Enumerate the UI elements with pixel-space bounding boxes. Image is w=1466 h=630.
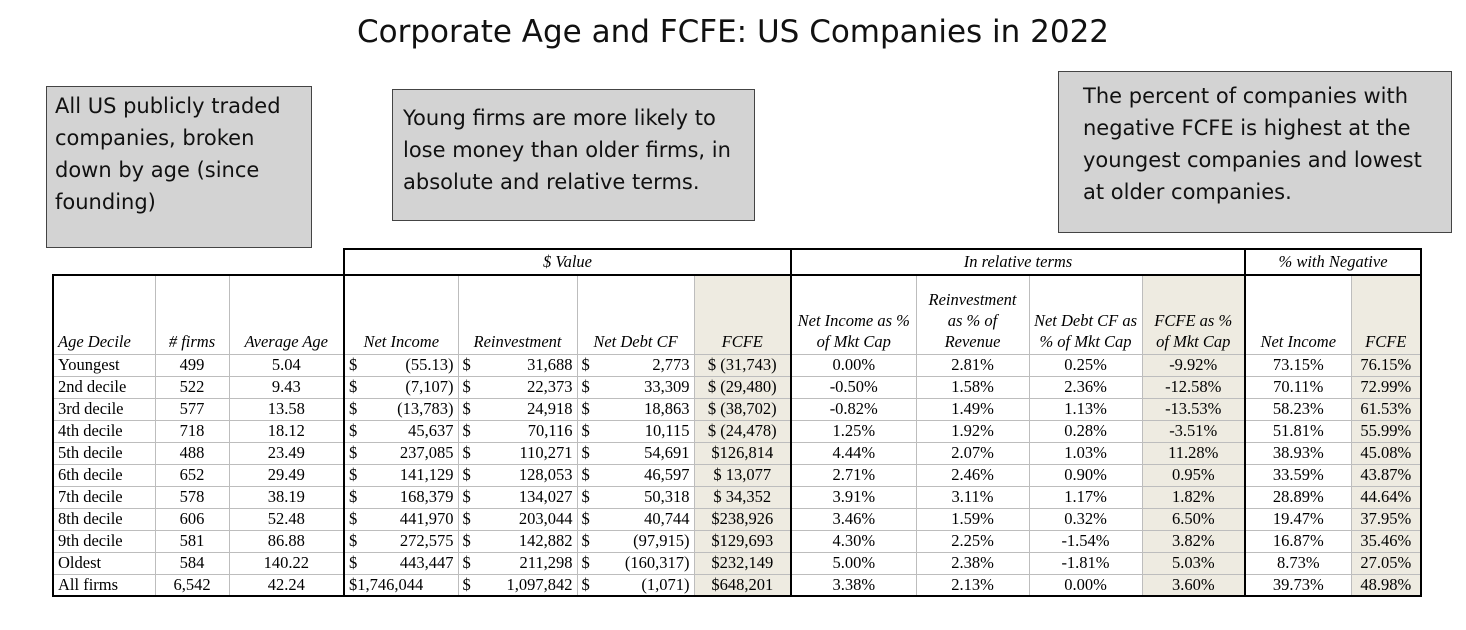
currency-sign: $ — [349, 487, 358, 506]
cell-neg-net-income: 51.81% — [1245, 420, 1351, 442]
currency-sign: $ — [581, 443, 590, 462]
cell-firms: 488 — [155, 442, 229, 464]
cell-net-income — [344, 486, 458, 508]
cell-reinvestment — [458, 574, 577, 596]
currency-sign: $ — [581, 355, 590, 374]
cell-reinvestment-pct: 3.11% — [916, 486, 1029, 508]
cell-firms: 581 — [155, 530, 229, 552]
currency-sign: $ — [581, 531, 590, 550]
table-row — [53, 464, 1421, 486]
currency-sign: $ — [581, 465, 590, 484]
currency-sign: $ — [462, 487, 471, 506]
group-header-value: $ Value — [344, 249, 791, 275]
column-header-fcfe-pct: FCFE as % of Mkt Cap — [1142, 275, 1245, 354]
group-header-negative: % with Negative — [1245, 249, 1421, 275]
cell-neg-fcfe: 37.95% — [1351, 508, 1421, 530]
cell-value: 211,298 — [519, 553, 573, 572]
column-header-neg-fcfe: FCFE — [1351, 275, 1421, 354]
cell-firms: 6,542 — [155, 574, 229, 596]
cell-neg-fcfe: 48.98% — [1351, 574, 1421, 596]
cell-net-income-pct: 3.38% — [791, 574, 916, 596]
cell-reinvestment — [458, 530, 577, 552]
cell-reinvestment — [458, 376, 577, 398]
cell-net-income-pct: -0.50% — [791, 376, 916, 398]
cell-net-income-pct: 3.91% — [791, 486, 916, 508]
cell-fcfe: $ (31,743) — [694, 354, 791, 376]
cell-value: 443,447 — [399, 553, 454, 572]
cell-reinvestment — [458, 552, 577, 574]
cell-value: 2,773 — [652, 355, 690, 374]
cell-value: 24,918 — [527, 399, 573, 418]
cell-neg-net-income: 58.23% — [1245, 398, 1351, 420]
cell-fcfe-pct: 3.60% — [1142, 574, 1245, 596]
cell-value: 45,637 — [408, 421, 454, 440]
cell-average-age: 42.24 — [229, 574, 344, 596]
currency-sign: $ — [581, 377, 590, 396]
currency-sign: $ — [462, 399, 471, 418]
cell-fcfe-pct: -9.92% — [1142, 354, 1245, 376]
cell-fcfe-pct: 6.50% — [1142, 508, 1245, 530]
cell-fcfe-pct: 1.82% — [1142, 486, 1245, 508]
callout-box-sample: All US publicly traded companies, broken down by age (since founding) — [46, 86, 312, 248]
table-body — [53, 354, 1421, 596]
cell-firms: 584 — [155, 552, 229, 574]
cell-age-decile: 6th decile — [53, 464, 155, 486]
table-row — [53, 508, 1421, 530]
cell-firms: 522 — [155, 376, 229, 398]
cell-reinvestment-pct: 2.13% — [916, 574, 1029, 596]
cell-neg-net-income: 8.73% — [1245, 552, 1351, 574]
cell-value: 272,575 — [399, 531, 454, 550]
cell-average-age: 140.22 — [229, 552, 344, 574]
cell-value: 203,044 — [518, 509, 573, 528]
cell-fcfe-pct: -3.51% — [1142, 420, 1245, 442]
cell-net-debt-cf-pct: 0.28% — [1029, 420, 1142, 442]
cell-value: 70,116 — [527, 421, 573, 440]
cell-age-decile: 7th decile — [53, 486, 155, 508]
cell-value: 40,744 — [644, 509, 690, 528]
cell-reinvestment-pct: 2.46% — [916, 464, 1029, 486]
currency-sign: $ — [349, 443, 358, 462]
cell-reinvestment-pct: 1.92% — [916, 420, 1029, 442]
cell-age-decile: 9th decile — [53, 530, 155, 552]
cell-neg-fcfe: 55.99% — [1351, 420, 1421, 442]
cell-reinvestment — [458, 420, 577, 442]
cell-net-debt-cf — [577, 420, 694, 442]
currency-sign: $ — [462, 443, 471, 462]
cell-net-debt-cf-pct: 1.13% — [1029, 398, 1142, 420]
cell-fcfe-pct: -12.58% — [1142, 376, 1245, 398]
cell-age-decile: 4th decile — [53, 420, 155, 442]
cell-value: (1,071) — [641, 574, 690, 594]
cell-net-income — [344, 464, 458, 486]
cell-neg-fcfe: 61.53% — [1351, 398, 1421, 420]
cell-reinvestment-pct: 1.59% — [916, 508, 1029, 530]
cell-average-age: 29.49 — [229, 464, 344, 486]
cell-average-age: 9.43 — [229, 376, 344, 398]
cell-value: 142,882 — [518, 531, 573, 550]
cell-net-income — [344, 442, 458, 464]
cell-neg-net-income: 16.87% — [1245, 530, 1351, 552]
currency-sign: $ — [349, 355, 358, 374]
group-header-relative: In relative terms — [791, 249, 1245, 275]
cell-value: 168,379 — [399, 487, 454, 506]
cell-reinvestment-pct: 2.38% — [916, 552, 1029, 574]
cell-net-income — [344, 574, 458, 596]
column-header-firms: # firms — [155, 275, 229, 354]
currency-sign: $ — [581, 509, 590, 528]
cell-reinvestment — [458, 508, 577, 530]
cell-net-debt-cf-pct: 0.32% — [1029, 508, 1142, 530]
cell-firms: 578 — [155, 486, 229, 508]
cell-fcfe: $ (24,478) — [694, 420, 791, 442]
fcfe-by-age-table — [52, 248, 1422, 597]
callout-box-negative-fcfe: The percent of companies with negative FCFE is highest at the youngest companies and lowest at older companies. — [1058, 71, 1452, 233]
cell-firms: 718 — [155, 420, 229, 442]
cell-average-age: 86.88 — [229, 530, 344, 552]
cell-firms: 577 — [155, 398, 229, 420]
cell-firms: 652 — [155, 464, 229, 486]
cell-reinvestment — [458, 486, 577, 508]
column-header-net-income: Net Income — [344, 275, 458, 354]
cell-net-debt-cf-pct: 0.90% — [1029, 464, 1142, 486]
cell-value: 10,115 — [644, 421, 690, 440]
cell-net-income — [344, 376, 458, 398]
cell-net-income — [344, 508, 458, 530]
cell-fcfe: $ (29,480) — [694, 376, 791, 398]
cell-neg-fcfe: 44.64% — [1351, 486, 1421, 508]
cell-reinvestment-pct: 2.81% — [916, 354, 1029, 376]
column-header-average-age: Average Age — [229, 275, 344, 354]
table-row — [53, 486, 1421, 508]
currency-sign: $ — [349, 399, 358, 418]
currency-sign: $ — [581, 399, 590, 418]
column-header-net-income-pct: Net Income as % of Mkt Cap — [791, 275, 916, 354]
cell-average-age: 52.48 — [229, 508, 344, 530]
cell-fcfe: $ 13,077 — [694, 464, 791, 486]
cell-value: 31,688 — [527, 355, 573, 374]
cell-age-decile: All firms — [53, 574, 155, 596]
group-header-row — [53, 249, 1421, 275]
cell-net-debt-cf — [577, 354, 694, 376]
currency-sign: $ — [349, 553, 358, 572]
cell-value: 110,271 — [519, 443, 573, 462]
cell-value: (13,783) — [397, 399, 454, 418]
column-header-row — [53, 275, 1421, 354]
currency-sign: $ — [349, 509, 358, 528]
table-row — [53, 376, 1421, 398]
cell-net-debt-cf — [577, 376, 694, 398]
table-row — [53, 552, 1421, 574]
cell-value: (160,317) — [624, 553, 690, 572]
currency-sign: $ — [349, 377, 358, 396]
cell-neg-fcfe: 35.46% — [1351, 530, 1421, 552]
cell-value: (55.13) — [405, 355, 454, 374]
cell-neg-net-income: 33.59% — [1245, 464, 1351, 486]
cell-reinvestment-pct: 2.07% — [916, 442, 1029, 464]
cell-fcfe: $ 34,352 — [694, 486, 791, 508]
cell-net-debt-cf-pct: -1.81% — [1029, 552, 1142, 574]
cell-value: 54,691 — [644, 443, 690, 462]
cell-fcfe: $126,814 — [694, 442, 791, 464]
cell-net-income-pct: 3.46% — [791, 508, 916, 530]
cell-reinvestment — [458, 354, 577, 376]
cell-fcfe-pct: -13.53% — [1142, 398, 1245, 420]
cell-fcfe: $129,693 — [694, 530, 791, 552]
cell-value: 237,085 — [399, 443, 454, 462]
currency-sign: $ — [462, 509, 471, 528]
cell-net-income — [344, 552, 458, 574]
cell-net-debt-cf-pct: 2.36% — [1029, 376, 1142, 398]
cell-value: 1,097,842 — [506, 574, 573, 594]
cell-neg-net-income: 38.93% — [1245, 442, 1351, 464]
cell-reinvestment-pct: 2.25% — [916, 530, 1029, 552]
cell-neg-net-income: 28.89% — [1245, 486, 1351, 508]
cell-value: 141,129 — [399, 465, 454, 484]
table-row — [53, 530, 1421, 552]
cell-net-debt-cf — [577, 486, 694, 508]
currency-sign: $ — [462, 421, 471, 440]
currency-sign: $ — [462, 355, 471, 374]
cell-net-debt-cf — [577, 530, 694, 552]
cell-average-age: 18.12 — [229, 420, 344, 442]
cell-net-income — [344, 530, 458, 552]
cell-value: (97,915) — [633, 531, 690, 550]
cell-average-age: 23.49 — [229, 442, 344, 464]
cell-fcfe: $232,149 — [694, 552, 791, 574]
cell-net-income-pct: 4.44% — [791, 442, 916, 464]
cell-net-income — [344, 398, 458, 420]
table-row — [53, 574, 1421, 596]
cell-net-income-pct: -0.82% — [791, 398, 916, 420]
cell-net-debt-cf — [577, 552, 694, 574]
cell-reinvestment — [458, 442, 577, 464]
cell-neg-fcfe: 72.99% — [1351, 376, 1421, 398]
cell-fcfe-pct: 0.95% — [1142, 464, 1245, 486]
currency-sign: $ — [349, 465, 358, 484]
cell-reinvestment — [458, 464, 577, 486]
cell-value: 128,053 — [518, 465, 573, 484]
cell-neg-net-income: 70.11% — [1245, 376, 1351, 398]
cell-value: $1,746,044 — [349, 574, 424, 594]
cell-net-income-pct: 4.30% — [791, 530, 916, 552]
cell-neg-fcfe: 43.87% — [1351, 464, 1421, 486]
cell-net-income — [344, 420, 458, 442]
column-header-reinvestment-pct: Reinvestment as % of Revenue — [916, 275, 1029, 354]
currency-sign: $ — [581, 574, 590, 594]
cell-age-decile: Oldest — [53, 552, 155, 574]
cell-net-debt-cf — [577, 574, 694, 596]
cell-value: 134,027 — [518, 487, 573, 506]
currency-sign: $ — [349, 531, 358, 550]
cell-reinvestment-pct: 1.49% — [916, 398, 1029, 420]
currency-sign: $ — [462, 574, 471, 594]
cell-net-debt-cf-pct: 1.03% — [1029, 442, 1142, 464]
cell-neg-net-income: 73.15% — [1245, 354, 1351, 376]
cell-net-debt-cf-pct: 0.00% — [1029, 574, 1142, 596]
cell-value: 46,597 — [644, 465, 690, 484]
cell-fcfe-pct: 3.82% — [1142, 530, 1245, 552]
cell-fcfe: $648,201 — [694, 574, 791, 596]
cell-reinvestment-pct: 1.58% — [916, 376, 1029, 398]
cell-net-income-pct: 0.00% — [791, 354, 916, 376]
currency-sign: $ — [462, 553, 471, 572]
cell-average-age: 13.58 — [229, 398, 344, 420]
cell-net-income-pct: 2.71% — [791, 464, 916, 486]
cell-neg-fcfe: 27.05% — [1351, 552, 1421, 574]
column-header-age-decile: Age Decile — [53, 275, 155, 354]
currency-sign: $ — [462, 531, 471, 550]
cell-firms: 606 — [155, 508, 229, 530]
cell-average-age: 38.19 — [229, 486, 344, 508]
cell-net-debt-cf — [577, 464, 694, 486]
cell-fcfe: $238,926 — [694, 508, 791, 530]
cell-net-debt-cf-pct: -1.54% — [1029, 530, 1142, 552]
cell-net-debt-cf — [577, 442, 694, 464]
cell-value: 33,309 — [644, 377, 690, 396]
table-row — [53, 354, 1421, 376]
cell-net-debt-cf — [577, 508, 694, 530]
cell-average-age: 5.04 — [229, 354, 344, 376]
currency-sign: $ — [349, 421, 358, 440]
cell-net-debt-cf-pct: 1.17% — [1029, 486, 1142, 508]
cell-fcfe: $ (38,702) — [694, 398, 791, 420]
cell-value: 22,373 — [527, 377, 573, 396]
cell-value: 18,863 — [644, 399, 690, 418]
cell-age-decile: 5th decile — [53, 442, 155, 464]
column-header-fcfe: FCFE — [694, 275, 791, 354]
cell-value: 50,318 — [644, 487, 690, 506]
column-header-neg-net-income: Net Income — [1245, 275, 1351, 354]
currency-sign: $ — [462, 377, 471, 396]
cell-fcfe-pct: 5.03% — [1142, 552, 1245, 574]
cell-neg-net-income: 39.73% — [1245, 574, 1351, 596]
cell-age-decile: Youngest — [53, 354, 155, 376]
cell-neg-fcfe: 45.08% — [1351, 442, 1421, 464]
cell-net-debt-cf — [577, 398, 694, 420]
cell-net-income-pct: 1.25% — [791, 420, 916, 442]
column-header-reinvestment: Reinvestment — [458, 275, 577, 354]
cell-age-decile: 3rd decile — [53, 398, 155, 420]
cell-fcfe-pct: 11.28% — [1142, 442, 1245, 464]
column-header-net-debt-cf: Net Debt CF — [577, 275, 694, 354]
cell-firms: 499 — [155, 354, 229, 376]
table-row — [53, 442, 1421, 464]
cell-age-decile: 8th decile — [53, 508, 155, 530]
cell-net-debt-cf-pct: 0.25% — [1029, 354, 1142, 376]
callout-box-young-firms: Young firms are more likely to lose money than older firms, in absolute and relative terms. — [392, 89, 755, 221]
column-header-net-debt-cf-pct: Net Debt CF as % of Mkt Cap — [1029, 275, 1142, 354]
currency-sign: $ — [462, 465, 471, 484]
cell-value: 441,970 — [399, 509, 454, 528]
currency-sign: $ — [581, 421, 590, 440]
cell-age-decile: 2nd decile — [53, 376, 155, 398]
table-row — [53, 420, 1421, 442]
cell-value: (7,107) — [405, 377, 454, 396]
cell-neg-fcfe: 76.15% — [1351, 354, 1421, 376]
cell-net-income-pct: 5.00% — [791, 552, 916, 574]
currency-sign: $ — [581, 553, 590, 572]
table-row — [53, 398, 1421, 420]
page-title: Corporate Age and FCFE: US Companies in 2022 — [356, 14, 1110, 50]
cell-neg-net-income: 19.47% — [1245, 508, 1351, 530]
currency-sign: $ — [581, 487, 590, 506]
cell-reinvestment — [458, 398, 577, 420]
cell-net-income — [344, 354, 458, 376]
